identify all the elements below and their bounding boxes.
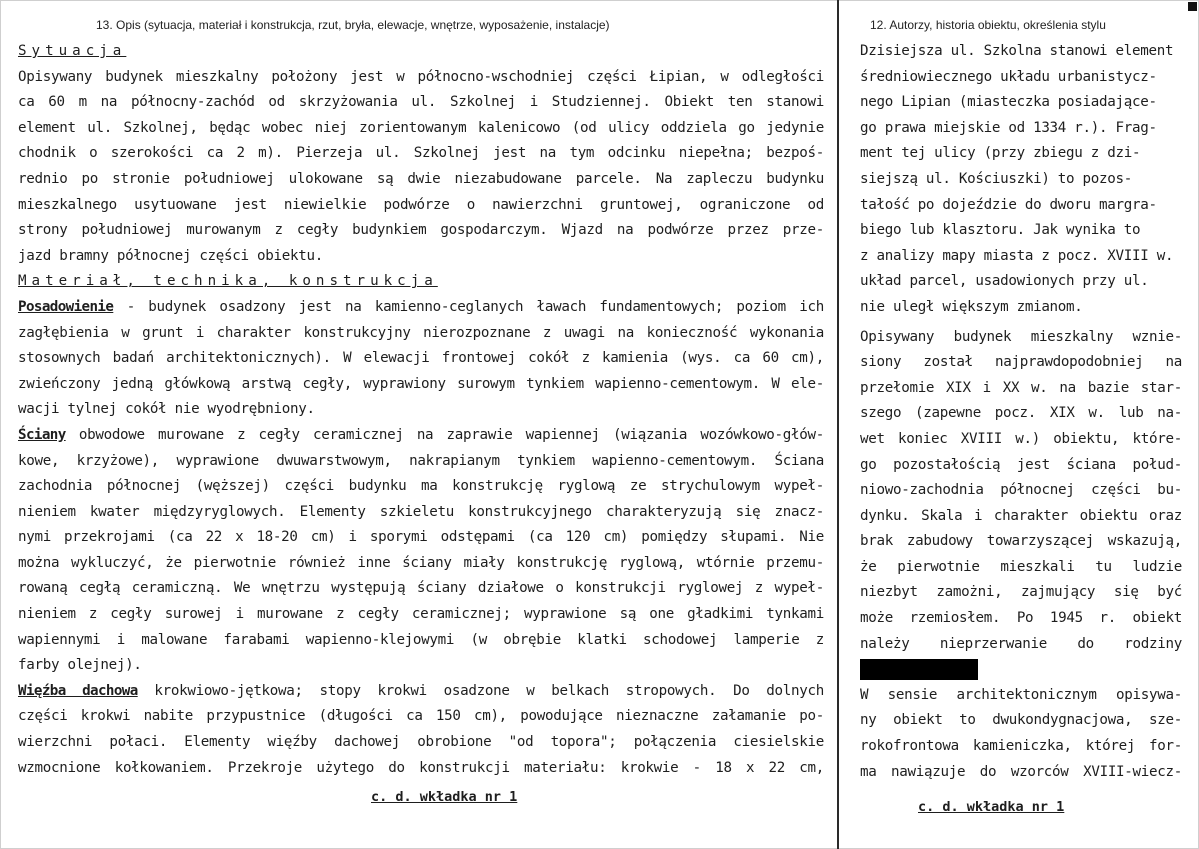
continuation-note: c. d. wkładka nr 1 — [371, 789, 518, 805]
history-line: może rzemiosłem. Po 1945 r. obiekt — [860, 610, 1182, 627]
foundation-line: zagłębienia w grunt i charakter konstrukcyjny nierozpoznane z uwagi na konieczność wykonania — [18, 324, 824, 341]
history-line: nego Lipian (miasteczka posiadające- — [860, 94, 1157, 111]
situation-line: chodnik o szerokości ca 2 m). Pierzeja ul. Szkolnej jest na tym odcinku niepełna; bezpoś- — [18, 145, 824, 162]
foundation-label: Posadowienie — [18, 298, 114, 315]
walls-line: zachodnia północnej (węższej) części budynku ma konstrukcję ryglową ze strychulowym wypeł- — [18, 478, 824, 495]
history-line: szego (zapewne pocz. XIX w. lub na- — [860, 405, 1182, 422]
history-line: siejszą ul. Kościuszki) to pozos- — [860, 170, 1132, 187]
situation-heading: Sytuacja — [18, 43, 127, 59]
history-line: siony został najprawdopodobniej na — [860, 354, 1182, 371]
material-heading: Materiał, technika, konstrukcja — [18, 273, 438, 290]
history-line: brak zabudowy towarzyszącej wskazują, — [860, 533, 1182, 550]
history-line: biego lub klasztoru. Jak wynika to — [860, 222, 1141, 239]
situation-line: jazd bramny północnej części obiektu. — [18, 247, 323, 264]
history-line: przełomie XIX i XX w. na bazie star- — [860, 379, 1182, 396]
foundation-line: stosownych badań architektonicznych). W elewacji frontowej cokół z kamienia (wys. ca 60 cm), — [18, 350, 824, 367]
walls-line: rowaną cegłą ceramiczną. We wnętrzu występują ściany działowe o konstrukcji ryglowej z wypeł- — [18, 580, 824, 597]
column-divider — [837, 0, 839, 849]
situation-line: Opisywany budynek mieszkalny położony jest w północno-wschodniej części Łipian, w odległości — [18, 68, 824, 85]
situation-line: element ul. Szkolnej, będąc wobec niej zorientowanym kalenicowo (od ulicy oddziela go jedynie — [18, 119, 824, 136]
history-line: nie uległ większym zmianom. — [860, 298, 1083, 315]
continuation-note: c. d. wkładka nr 1 — [918, 799, 1065, 815]
roof-line: wierzchni połaci. Elementy więźby dachowej obrobione "od topora"; połączenia ciesielskie — [18, 734, 824, 751]
history-line: należy nieprzerwanie do rodziny — [860, 635, 1182, 652]
history-header: 12. Autorzy, historia obiektu, określenia stylu — [870, 18, 1106, 32]
history-line: Dzisiejsza ul. Szkolna stanowi element — [860, 43, 1174, 59]
redaction-bar — [860, 659, 978, 680]
history-line: wet koniec XVIII w.) obiektu, które- — [860, 430, 1182, 447]
history-line: rokofrontowa kamieniczka, której for- — [860, 738, 1182, 755]
walls-line: wapiennymi i malowane farabami wapienno-klejowymi (w obrębie klatki schodowej lamperie z — [18, 631, 824, 648]
roof-line: części krokwi nabite przypustnice (długości ca 150 cm), powodujące nieznaczne załamanie po- — [18, 708, 824, 725]
description-header: 13. Opis (sytuacja, materiał i konstrukcja, rzut, bryła, elewacje, wnętrze, wyposażenie, instalacje) — [96, 18, 610, 32]
history-line: go prawa miejskie od 1334 r.). Frag- — [860, 119, 1157, 136]
history-line: tałość po dojeździe do dworu margra- — [860, 196, 1157, 213]
history-line: układ parcel, usadowionych przy ul. — [860, 273, 1149, 290]
situation-line: strony południowej murowanym z cegły budynkiem gospodarczym. Wjazd na podwórze przez prze- — [18, 222, 824, 239]
situation-line: ca 60 m na północny-zachód od skrzyżowania ul. Szkolnej i Studziennej. Obiekt ten stanowi — [18, 94, 824, 111]
situation-line: mieszkalnego usytuowane jest niewielkie podwórze o nawierzchni gruntowej, ograniczone od — [18, 196, 824, 213]
foundation-line: wacji tylnej cokół nie wyodrębniony. — [18, 401, 315, 418]
roof-line: Więźba dachowa krokwiowo-jętkowa; stopy krokwi osadzone w belkach stropowych. Do dolnych — [18, 682, 824, 699]
roof-line: wzmocnione kołkowaniem. Przekroje użytego do konstrukcji materiału: krokwie - 18 x 22 cm, — [18, 759, 824, 776]
history-line: ment tej ulicy (przy zbiegu z dzi- — [860, 145, 1141, 162]
situation-line: rednio po stronie południowej ulokowane są dwie niezabudowane parcele. Na zapleczu budynku — [18, 170, 824, 187]
redacted-name — [860, 657, 1182, 683]
walls-line: nymi przekrojami (ca 22 x 18-20 cm) i sporymi odstępami (ca 120 cm) pomiędzy słupami. Nie — [18, 529, 824, 546]
history-line: że pierwotnie mieszkali tu ludzie — [860, 558, 1182, 575]
history-line: niowo-zachodnia północnej części bu- — [860, 482, 1182, 499]
history-line: Opisywany budynek mieszkalny wznie- — [860, 328, 1182, 345]
history-line: niezbyt zamożni, zajmujący się być — [860, 584, 1182, 601]
history-line: średniowiecznego układu urbanistycz- — [860, 68, 1157, 85]
history-line: ny obiekt to dwukondygnacjowa, sze- — [860, 712, 1182, 729]
walls-line: kowe, krzyżowe), wyprawione dwuwarstwowym, nakrapianym tynkiem wapienno-cementowym. Ściana — [18, 452, 824, 469]
walls-line: nieniem kwater międzyryglowych. Elementy szkieletu konstrukcyjnego charakteryzują się znacz- — [18, 503, 824, 520]
roof-label: Więźba dachowa — [18, 682, 138, 699]
walls-line: Ściany obwodowe murowane z cegły ceramicznej na zaprawie wapiennej (wiązania wozówkowo-głów- — [18, 426, 824, 443]
history-line: go pozostałością jest ściana połud- — [860, 456, 1182, 473]
history-line: ma nawiązuje do wzorców XVIII-wiecz- — [860, 763, 1182, 780]
walls-line: farby olejnej). — [18, 657, 142, 674]
walls-line: można wykluczyć, że pierwotnie również inne ściany miały konstrukcję ryglową, wtórnie przemu- — [18, 554, 824, 571]
walls-line: nieniem z cegły surowej i murowane z cegły ceramicznej; wyprawione są one gładkimi tynkami — [18, 606, 824, 623]
history-body — [860, 39, 1182, 785]
walls-label: Ściany — [18, 426, 66, 443]
corner-mark — [1188, 2, 1197, 11]
foundation-line: Posadowienie - budynek osadzony jest na kamienno-ceglanych ławach fundamentowych; poziom ich — [18, 298, 824, 315]
description-body — [18, 39, 824, 781]
history-line: W sensie architektonicznym opisywa- — [860, 686, 1182, 703]
history-line: dynku. Skala i charakter obiektu oraz — [860, 507, 1182, 524]
foundation-line: zwieńczony jedną główkową arstwą cegły, wyprawiony surowym tynkiem wapienno-cementowym. W ele- — [18, 375, 824, 392]
history-line: z analizy mapy miasta z pocz. XVIII w. — [860, 247, 1174, 264]
